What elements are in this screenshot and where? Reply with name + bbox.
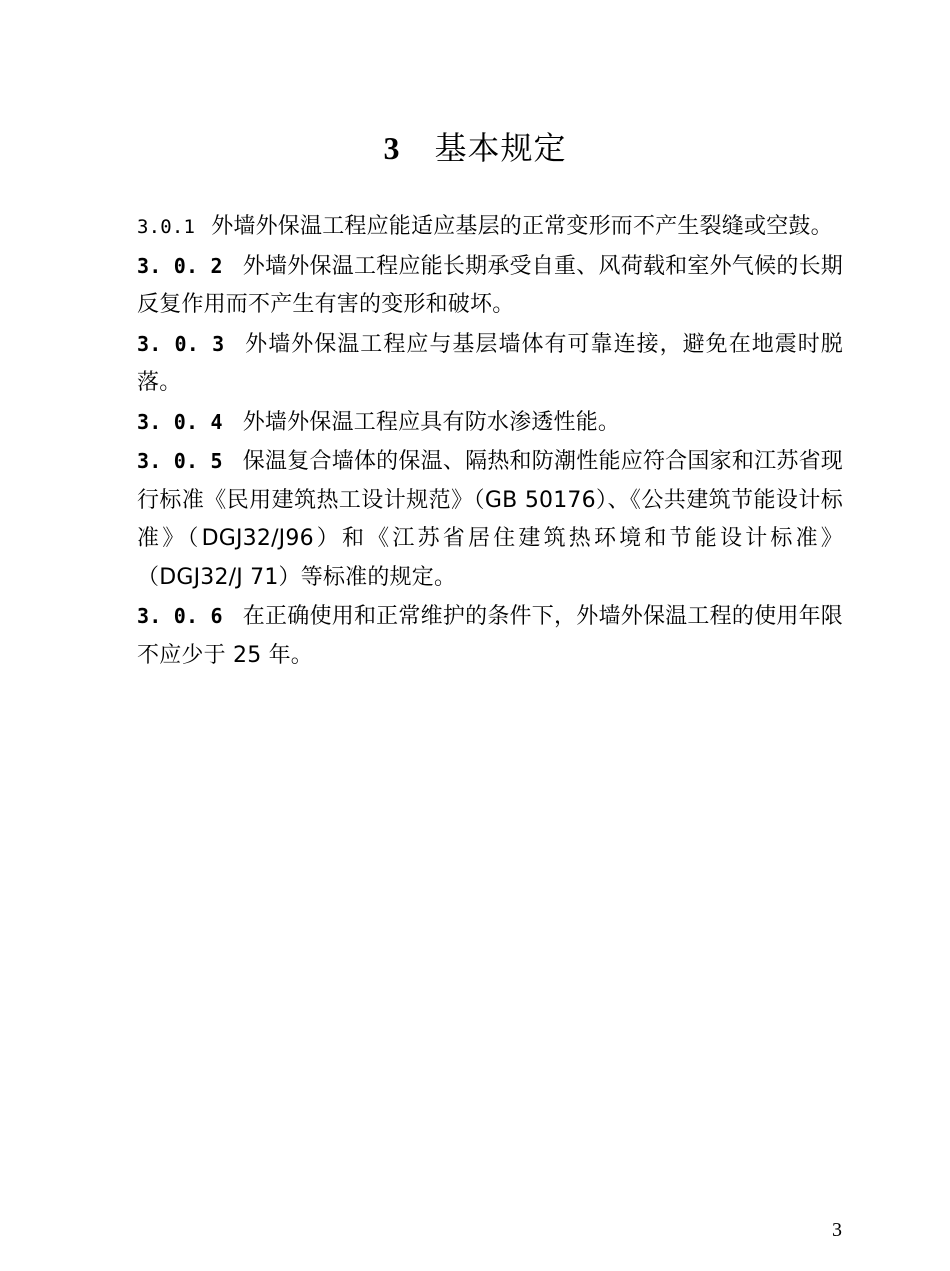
chapter-number: 3	[383, 130, 401, 166]
clause-3-0-3	[137, 325, 843, 403]
clause-number: 3. 0. 2	[137, 253, 223, 278]
clause-list	[137, 208, 843, 675]
clause-3-0-2	[137, 247, 843, 325]
chapter-title: 基本规定	[434, 129, 567, 167]
clause-3-0-4	[137, 403, 843, 443]
clause-3-0-6	[137, 597, 843, 675]
clause-text: 保温复合墙体的保温、隔热和防潮性能应符合国家和江苏省现行标准《民用建筑热工设计规范》（GB 50176）、《公共建筑节能设计标准》（DGJ32/J96）和《江苏省居住建筑热环境和节能设计标准》（DGJ32/J 71）等标准的规定。	[137, 449, 843, 590]
clause-number: 3.0.1	[137, 216, 196, 238]
clause-number: 3. 0. 4	[137, 409, 223, 434]
clause-number: 3. 0. 5	[137, 449, 223, 473]
clause-text: 在正确使用和正常维护的条件下，外墙外保温工程的使用年限不应少于 25 年。	[137, 604, 843, 668]
clause-text: 外墙外保温工程应具有防水渗透性能。	[242, 409, 621, 435]
clause-number: 3. 0. 6	[137, 604, 223, 628]
clause-3-0-5	[137, 442, 843, 597]
clause-text: 外墙外保温工程应能长期承受自重、风荷载和室外气候的长期反复作用而不产生有害的变形和破坏。	[137, 253, 843, 317]
clause-number: 3. 0. 3	[137, 331, 225, 356]
chapter-heading	[0, 124, 950, 172]
clause-text: 外墙外保温工程应与基层墙体有可靠连接，避免在地震时脱落。	[137, 331, 844, 395]
clause-3-0-1	[137, 208, 843, 247]
page-number: 3	[832, 1219, 842, 1241]
clause-text: 外墙外保温工程应能适应基层的正常变形而不产生裂缝或空鼓。	[211, 214, 833, 239]
